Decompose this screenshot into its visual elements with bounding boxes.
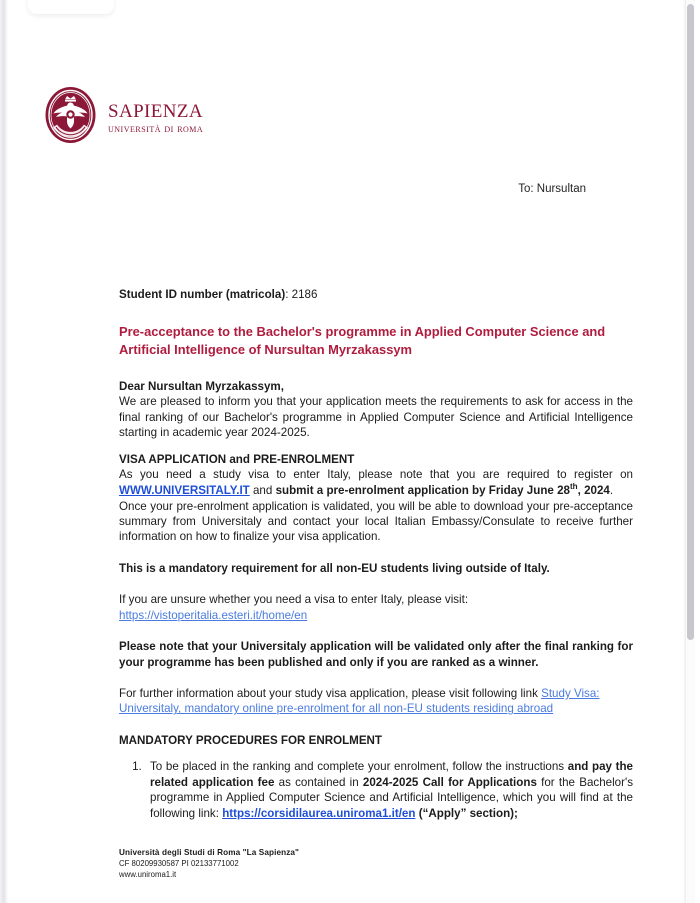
further-info-text: For further information about your study visa application, please visit following link: [119, 686, 542, 700]
sapienza-wordmark: [108, 94, 203, 136]
wordmark-secondary: università di roma: [108, 123, 204, 136]
corsidilaurea-link[interactable]: https://corsidilaurea.uniroma1.it/en: [222, 806, 416, 820]
proc-item-part1: To be placed in the ranking and complete your enrolment, follow the instructions: [150, 760, 568, 774]
study-visa-universitaly-link[interactable]: Study Visa: Universitaly, mandatory online pre-enrolment for all non-EU students residing abroad: [119, 686, 600, 716]
visa-bold-instruction-a: submit a pre-enrolment application by Friday June 28: [275, 484, 570, 498]
proc-item-bold3: (“Apply” section);: [418, 806, 518, 820]
visa-check-link-wrap: [119, 608, 633, 623]
salutation-text: Dear Nursultan Myrzakassym,: [119, 379, 284, 393]
footer-fiscal-codes: CF 80209930587 PI 02133771002: [119, 859, 239, 868]
visa-check-text: If you are unsure whether you need a visa to enter Italy, please visit:: [119, 593, 469, 607]
document-title: Pre-acceptance to the Bachelor's programme in Applied Computer Science and Artificial Intelligence of Nursultan Myrzakassym: [119, 324, 606, 357]
proc-item-bold2: 2024-2025 Call for Applications: [362, 775, 537, 789]
mandatory-requirement-text: This is a mandatory requirement for all non-EU students living outside of Italy.: [119, 561, 550, 575]
sapienza-crest-icon: [44, 86, 97, 144]
spacer: [119, 545, 633, 561]
further-info-paragraph: [119, 686, 633, 717]
spacer: [119, 623, 633, 639]
mandatory-requirement-note: [119, 561, 633, 576]
spacer: [119, 441, 633, 452]
spacer: [119, 576, 633, 592]
footer-website: www.uniroma1.it: [119, 870, 177, 879]
document-page: [8, 0, 686, 903]
validation-note: [119, 639, 633, 670]
student-id-label: Student ID number (matricola): [119, 288, 286, 301]
list-item: [145, 759, 633, 821]
letterhead: [44, 86, 203, 144]
visa-lead-text: As you need a study visa to enter Italy, please note that you are required to register on: [119, 468, 633, 481]
footer-organization: Università degli Studi di Roma "La Sapienza": [119, 848, 300, 857]
viewer-left-edge: [0, 0, 8, 903]
universitaly-link[interactable]: WWW.UNIVERSITALY.IT: [119, 484, 250, 498]
student-id-value: 2186: [291, 288, 318, 301]
intro-paragraph: We are pleased to inform you that your application meets the requirements to ask for access in the final ranking of our Bachelor's programme in Applied Computer Science and Artificial Intelligence starting in academic year 2024-2025.: [119, 395, 633, 440]
procedures-list: [119, 759, 633, 821]
procedures-heading: MANDATORY PROCEDURES FOR ENROLMENT: [119, 733, 383, 747]
vistoperitalia-link[interactable]: https://vistoperitalia.esteri.it/home/en: [119, 608, 308, 622]
proc-item-bold1: and pay the related application fee: [150, 760, 633, 789]
validation-note-text: Please note that your Universitaly application will be validated only after the final ranking for your programme has been published and only if you are ranked as a winner.: [119, 640, 633, 669]
recipient-line: To: Nursultan: [518, 183, 586, 195]
visa-after-link: and: [249, 484, 276, 498]
wordmark-primary: sapienza: [108, 93, 204, 124]
visa-tail: .: [609, 484, 614, 498]
document-footer: [119, 848, 299, 879]
visa-bold-instruction-b: , 2024: [577, 484, 610, 498]
date-ordinal-superscript: th: [569, 482, 578, 492]
student-id-line: [119, 287, 633, 302]
proc-item-part3: for the Bachelor's programme in Applied Computer Science and Artificial Intelligence, which you will find at the following link:: [150, 775, 633, 820]
student-id-separator: :: [285, 288, 292, 301]
visa-section-heading: VISA APPLICATION and PRE-ENROLMENT: [119, 452, 355, 466]
spacer: [119, 302, 633, 323]
document-body: [119, 287, 633, 821]
salutation: [119, 379, 633, 394]
spacer: [119, 358, 633, 379]
spacer: [119, 670, 633, 686]
vertical-scrollbar-thumb[interactable]: [687, 4, 694, 640]
proc-item-part2: as contained in: [274, 775, 363, 789]
spacer: [119, 717, 633, 733]
visa-section-lead: [119, 467, 633, 499]
viewer-top-chrome-artifact: [28, 0, 114, 14]
visa-section-continuation: Once your pre-enrolment application is validated, you will be able to download your pre-acceptance summary from Universitaly and contact your local Italian Embassy/Consulate to receive further information on how to finalize your visa application.: [119, 499, 633, 544]
spacer: [119, 748, 633, 759]
